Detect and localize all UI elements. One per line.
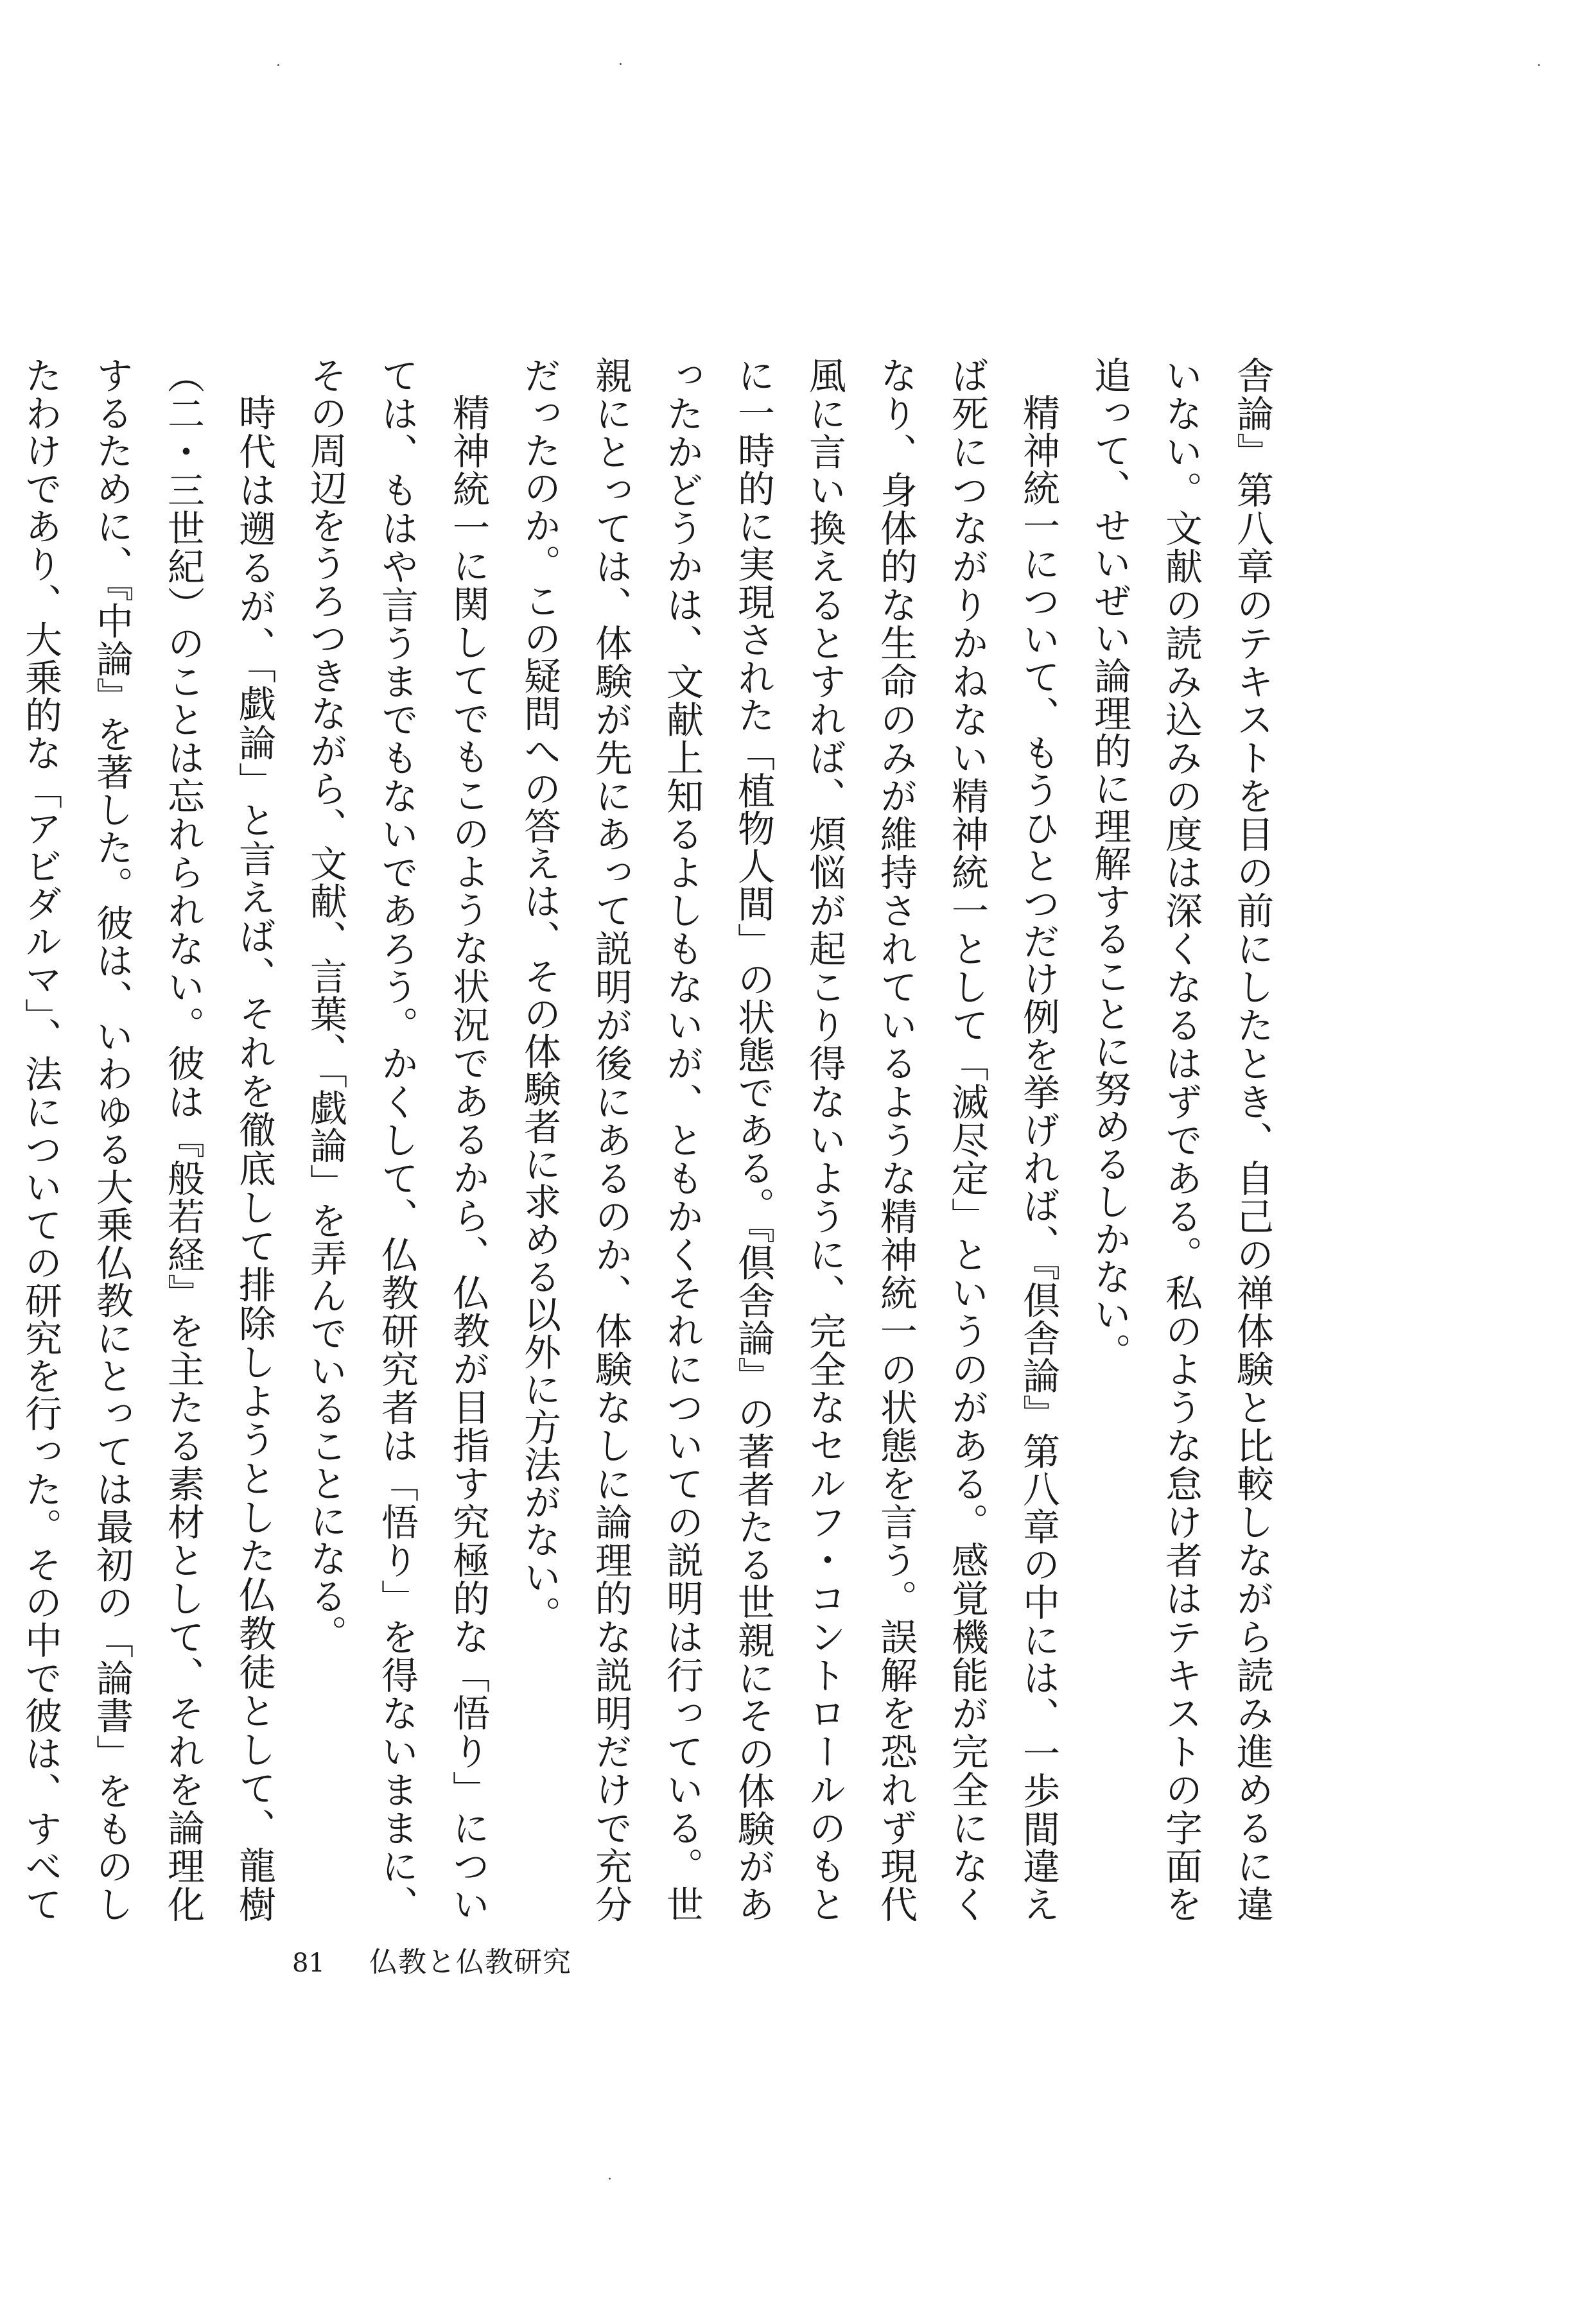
paragraph-4: 時代は遡るが、「戯論」と言えば、それを徹底して排除しようとした仏教徒として、龍樹（二・三世紀）のことは忘れられない。彼は『般若経』を主たる素材として、それを論理化するために、『中論』を著した。彼は、いわゆる大乗仏教にとっては最初の「論書」をものしたわけであり、大乗的な「アビダルマ」、法についての研究を行った。その中で彼は、すべて [19, 356, 276, 1923]
page-number: 81 [292, 1948, 325, 1978]
running-title: 仏教と仏教研究 [369, 1946, 571, 1979]
scan-speck [1538, 64, 1540, 66]
paragraph-1: 舎論』第八章のテキストを目の前にしたとき、自己の禅体験と比較しながら読み進めるに違いない。文献の読み込みの度は深くなるはずである。私のような怠け者はテキストの字面を追って、せいぜい論理的に理解することに努めるしかない。 [1088, 356, 1274, 1923]
paragraph-3: 精神統一に関してでもこのような状況であるから、仏教が目指す究極的な「悟り」については、もはや言うまでもないであろう。かくして、仏教研究者は「悟り」を得ないままに、その周辺をうろつきながら、文献、言葉、「戯論」を弄んでいることになる。 [304, 356, 490, 1923]
paragraph-2: 精神統一について、もうひとつだけ例を挙げれば、『倶舎論』第八章の中には、一歩間違えば死につながりかねない精神統一として「滅尽定」というのがある。感覚機能が完全になくなり、身体的な生命のみが維持されているような精神統一の状態を言う。誤解を恐れず現代風に言い換えるとすれば、煩悩が起こり得ないように、完全なセルフ・コントロールのもとに一時的に実現された「植物人間」の状態である。『倶舎論』の著者たる世親にその体験があったかどうかは、文献上知るよしもないが、ともかくそれについての説明は行っている。世親にとっては、体験が先にあって説明が後にあるのか、体験なしに論理的な説明だけで充分だったのか。この疑問への答えは、その体験者に求める以外に方法がない。 [518, 356, 1060, 1923]
scan-speck [609, 2178, 611, 2180]
scan-speck [277, 64, 279, 66]
scan-speck [620, 63, 622, 65]
vertical-body-text [19, 356, 1287, 1923]
page-footer [292, 1939, 571, 1980]
